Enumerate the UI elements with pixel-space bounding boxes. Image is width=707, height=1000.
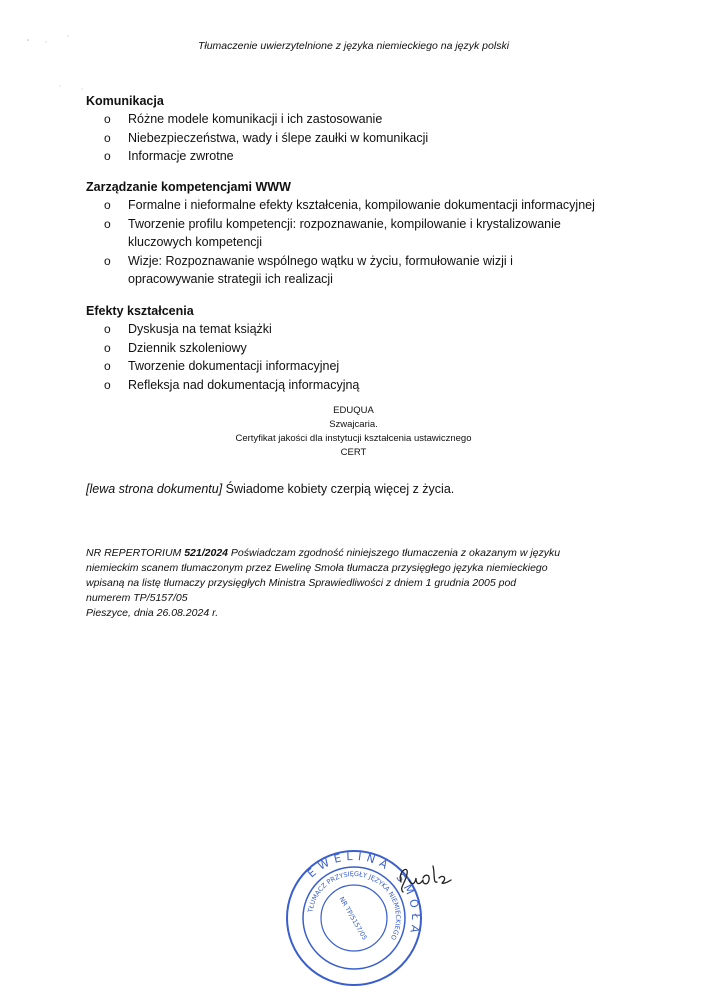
section-heading: Komunikacja: [86, 94, 164, 108]
section-zarzadzanie: [86, 180, 646, 289]
bullet-list: [86, 110, 646, 166]
svg-text:TŁUMACZ PRZYSIĘGŁY JĘZYKA NIEM: TŁUMACZ PRZYSIĘGŁY JĘZYKA NIEMIECKIEGO: [306, 869, 403, 942]
signature-icon: [395, 858, 470, 898]
list-item: o Niebezpieczeństwa, wady i ślepe zaułki w komunikacji: [86, 129, 646, 148]
list-item: o Tworzenie dokumentacji informacyjnej: [86, 357, 646, 376]
bullet-icon: o: [104, 112, 111, 126]
eduqua-cert: CERT: [340, 447, 367, 458]
list-item: o Formalne i nieformalne efekty kształcenia, kompilowanie dokumentacji informacyjnej: [86, 196, 646, 215]
bullet-list: [86, 320, 646, 394]
certification-line: niemieckim scanem tłumaczonym przez Ewelinę Smoła tłumacza przysięgłego języka niemieckiego: [86, 562, 548, 574]
eduqua-description: Certyfikat jakości dla instytucji kształcenia ustawicznego: [235, 433, 472, 444]
bullet-icon: o: [104, 198, 111, 212]
list-item: o Tworzenie profilu kompetencji: rozpoznawanie, kompilowanie i krystalizowanie: [86, 215, 646, 234]
bullet-icon: o: [104, 216, 111, 231]
left-page-bracket: [lewa strona dokumentu]: [86, 482, 223, 496]
bullet-icon: o: [104, 377, 111, 392]
certification-line: wpisaną na listę tłumaczy przysięgłych Ministra Sprawiedliwości z dniem 1 grudnia 2005 pod: [86, 577, 517, 589]
bullet-list: [86, 196, 646, 289]
bullet-icon: o: [104, 322, 111, 336]
svg-text:EWELINA SMOŁA: EWELINA SMOŁA: [304, 849, 423, 939]
bullet-icon: o: [104, 359, 111, 373]
list-item-continuation: kluczowych kompetencji: [128, 235, 263, 249]
eduqua-block: [0, 404, 707, 460]
left-page-note: [86, 482, 646, 496]
list-item: o Różne modele komunikacji i ich zastosowanie: [86, 110, 646, 129]
certification-line: numerem TP/5157/05: [86, 592, 188, 604]
list-item: o Wizje: Rozpoznawanie wspólnego wątku w życiu, formułowanie wizji i: [86, 252, 646, 271]
bullet-icon: o: [104, 253, 111, 268]
repertorium-number: 521/2024: [184, 547, 229, 559]
bullet-icon: o: [104, 130, 111, 145]
list-item-continuation: opracowywanie strategii ich realizacji: [128, 272, 333, 286]
section-efekty: [86, 304, 646, 394]
list-item: o Informacje zwrotne: [86, 147, 646, 166]
eduqua-country: Szwajcaria.: [329, 419, 378, 430]
certification-place-date: Pieszyce, dnia 26.08.2024 r.: [86, 607, 219, 619]
scan-speck-decoration: [0, 0, 120, 120]
certification-line: NR REPERTORIUM 521/2024 Poświadczam zgodność niniejszego tłumaczenia z okazanym w języku: [86, 547, 561, 559]
list-item: o Dyskusja na temat książki: [86, 320, 646, 339]
bullet-icon: o: [104, 149, 111, 163]
eduqua-title: EDUQUA: [333, 405, 374, 416]
document-header: Tłumaczenie uwierzytelnione z języka niemieckiego na język polski: [197, 40, 510, 52]
section-heading: Efekty kształcenia: [86, 304, 194, 318]
section-heading: Zarządzanie kompetencjami WWW: [86, 180, 291, 194]
bullet-icon: o: [104, 340, 111, 355]
certification-block: [86, 546, 596, 621]
left-page-text: Świadome kobiety czerpią więcej z życia.: [222, 482, 455, 496]
section-komunikacja: [86, 94, 646, 166]
list-item: o Dziennik szkoleniowy: [86, 339, 646, 358]
list-item: o Refleksja nad dokumentacją informacyjną: [86, 376, 646, 395]
svg-text:NR TP/5157/05: NR TP/5157/05: [337, 895, 369, 942]
